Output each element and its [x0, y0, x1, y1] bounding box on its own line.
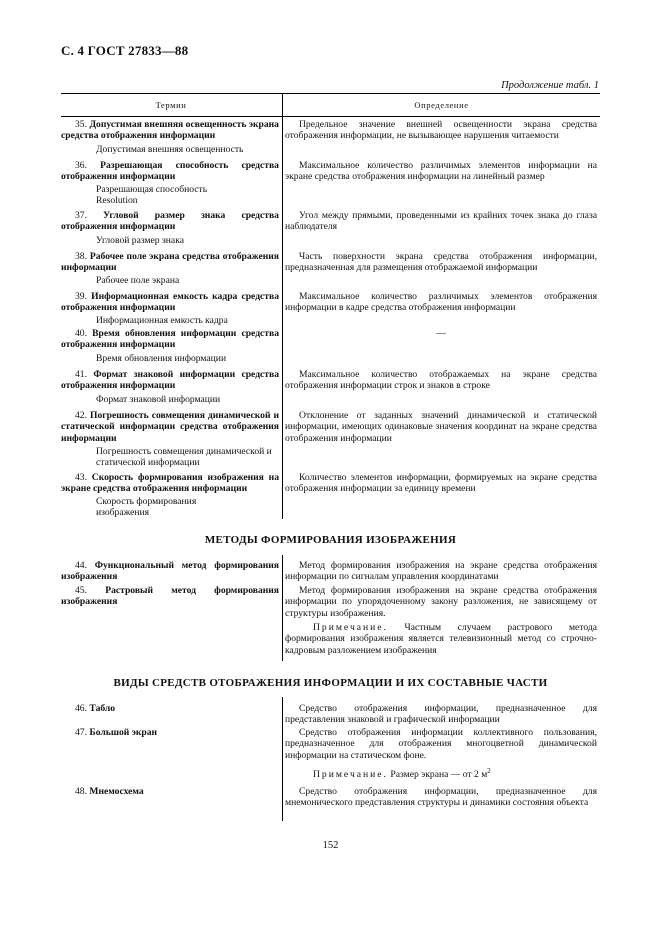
definition-37 — [285, 210, 597, 233]
term-number: 35. — [75, 119, 87, 130]
term-48 — [61, 786, 279, 797]
term-36 — [61, 160, 279, 183]
term-41 — [61, 369, 279, 392]
term-number: 47. — [75, 727, 87, 738]
term-number: 44. — [75, 560, 87, 571]
term-37 — [61, 210, 279, 233]
term-title: Большой экран — [89, 727, 158, 738]
term-number: 46. — [75, 703, 87, 714]
table-divider — [282, 115, 283, 519]
definition-text: Максимальное количество отображаемых на экране средства отображения информации строк и знаков в строке — [285, 369, 597, 392]
term-42 — [61, 410, 279, 444]
term-37-short: Угловой размер знака — [96, 235, 184, 246]
term-39 — [61, 291, 279, 314]
definition-text: Часть поверхности экрана средства отображения информации, предназначенная для размещения отображаемой информации — [285, 251, 597, 274]
definition-text: Предельное значение внешней освещенности экрана средства отображения информации, не вызывающее нарушения читаемости — [285, 119, 597, 142]
definition-text: Количество элементов информации, формируемых на экране средства отображения информации за единицу времени — [285, 472, 597, 495]
term-40-short: Время обновления информации — [96, 353, 227, 364]
definition-35 — [285, 119, 597, 142]
term-38 — [61, 251, 279, 274]
term-36-short: Разрешающая способность — [96, 184, 208, 195]
definition-43 — [285, 472, 597, 495]
section-title-kinds: ВИДЫ СРЕДСТВ ОТОБРАЖЕНИЯ ИНФОРМАЦИИ И ИХ СОСТАВНЫЕ ЧАСТИ — [113, 677, 548, 689]
column-header-term: Термин — [155, 100, 187, 110]
definition-text: Отклонение от заданных значений динамической и статической информации, имеющих одинаковые значения координат на экране средства отображения информации — [285, 410, 597, 444]
definition-text: Максимальное количество различимых элементов информации на экране средства отображения информации на линейный размер — [285, 160, 597, 183]
term-35-short: Допустимая внешняя освещенность — [96, 144, 244, 155]
term-number: 40. — [75, 328, 87, 339]
term-number: 48. — [75, 786, 87, 797]
term-38-short: Рабочее поле экрана — [96, 275, 180, 286]
table-header — [61, 93, 600, 117]
column-header-definition: Определение — [414, 100, 469, 110]
term-title: Допустимая внешняя освещенность экрана средства отображения информации — [61, 119, 279, 142]
note-47 — [285, 766, 597, 781]
term-43 — [61, 472, 279, 495]
term-number: 38. — [75, 251, 87, 262]
term-title: Скорость формирования изображения на экране средства отображения информации — [61, 472, 279, 495]
page-number: 152 — [322, 840, 339, 851]
term-35 — [61, 119, 279, 142]
term-number: 41. — [75, 369, 87, 380]
term-number: 42. — [75, 410, 87, 421]
definition-text: Средство отображения информации, предназначенное для представления знаковой и графической информации — [285, 703, 597, 726]
term-36-english: Resolution — [96, 195, 138, 206]
table-divider — [282, 697, 283, 821]
term-number: 43. — [75, 472, 87, 483]
term-41-short: Формат знаковой информации — [96, 394, 221, 405]
definition-40: — — [436, 328, 446, 339]
term-title: Мнемосхема — [89, 786, 144, 797]
note-label: Примечание. — [313, 622, 388, 633]
definition-text: Средство отображения информации коллективного пользования, предназначенное для отображения многоцветной динамической информации на статическом фоне. — [285, 727, 597, 761]
definition-41 — [285, 369, 597, 392]
definition-text: Угол между прямыми, проведенными из крайних точек знака до глаза наблюдателя — [285, 210, 597, 233]
term-44 — [61, 560, 279, 583]
term-43-short: Скорость формирования изображения — [96, 496, 197, 519]
term-title: Угловой размер знака средства отображения информации — [61, 210, 279, 233]
term-number: 37. — [75, 210, 87, 221]
definition-44 — [285, 560, 597, 583]
term-45 — [61, 585, 279, 608]
term-title: Функциональный метод формирования изображения — [61, 560, 279, 583]
definition-47 — [285, 727, 597, 761]
note-45 — [285, 622, 597, 656]
term-number: 36. — [75, 160, 87, 171]
definition-45 — [285, 585, 597, 619]
term-title: Формат знаковой информации средства отображения информации — [61, 369, 279, 392]
term-number: 39. — [75, 291, 87, 302]
table-divider — [282, 555, 283, 661]
definition-text: Метод формирования изображения на экране средства отображения информации по сигналам управления координатами — [285, 560, 597, 583]
table-continuation-label: Продолжение табл. 1 — [501, 80, 599, 91]
term-title: Растровый метод формирования изображения — [61, 585, 279, 608]
page-header: С. 4 ГОСТ 27833—88 — [61, 43, 189, 58]
term-title: Табло — [89, 703, 116, 714]
definition-46 — [285, 703, 597, 726]
definition-36 — [285, 160, 597, 183]
definition-42 — [285, 410, 597, 444]
term-title: Информационная емкость кадра средства отображения информации — [61, 291, 279, 314]
term-40 — [61, 328, 279, 351]
note-text: Частным случаем растрового метода формирования изображения является телевизионный метод со строчно-кадровым разложением изображения — [285, 622, 597, 656]
term-number: 45. — [75, 585, 87, 596]
note-superscript: 2 — [487, 767, 491, 775]
note-text: Размер экрана — от 2 м — [390, 769, 488, 781]
definition-48 — [285, 786, 597, 809]
term-title: Рабочее поле экрана средства отображения информации — [61, 251, 279, 274]
section-title-methods: МЕТОДЫ ФОРМИРОВАНИЯ ИЗОБРАЖЕНИЯ — [204, 534, 457, 546]
definition-text: Максимальное количество различимых элементов отображения информации в кадре средства отображения информации — [285, 291, 597, 314]
definition-text: Средство отображения информации, предназначенное для мнемонического представления структуры и динамики состояния объекта — [285, 786, 597, 809]
term-39-short: Информационная емкость кадра — [96, 315, 228, 326]
note-label: Примечание. — [313, 769, 388, 781]
term-46 — [61, 703, 279, 714]
definition-39 — [285, 291, 597, 314]
term-47 — [61, 727, 279, 738]
term-title: Разрешающая способность средства отображения информации — [61, 160, 279, 183]
term-title: Погрешность совмещения динамической и статической информации средства отображения информации — [61, 410, 279, 444]
definition-38 — [285, 251, 597, 274]
term-42-short: Погрешность совмещения динамической и статической информации — [96, 446, 272, 469]
term-title: Время обновления информации средства отображения информации — [61, 328, 279, 351]
definition-text: Метод формирования изображения на экране средства отображения информации по упорядоченному закону разложения, не зависящему от структуры изображения. — [285, 585, 597, 619]
